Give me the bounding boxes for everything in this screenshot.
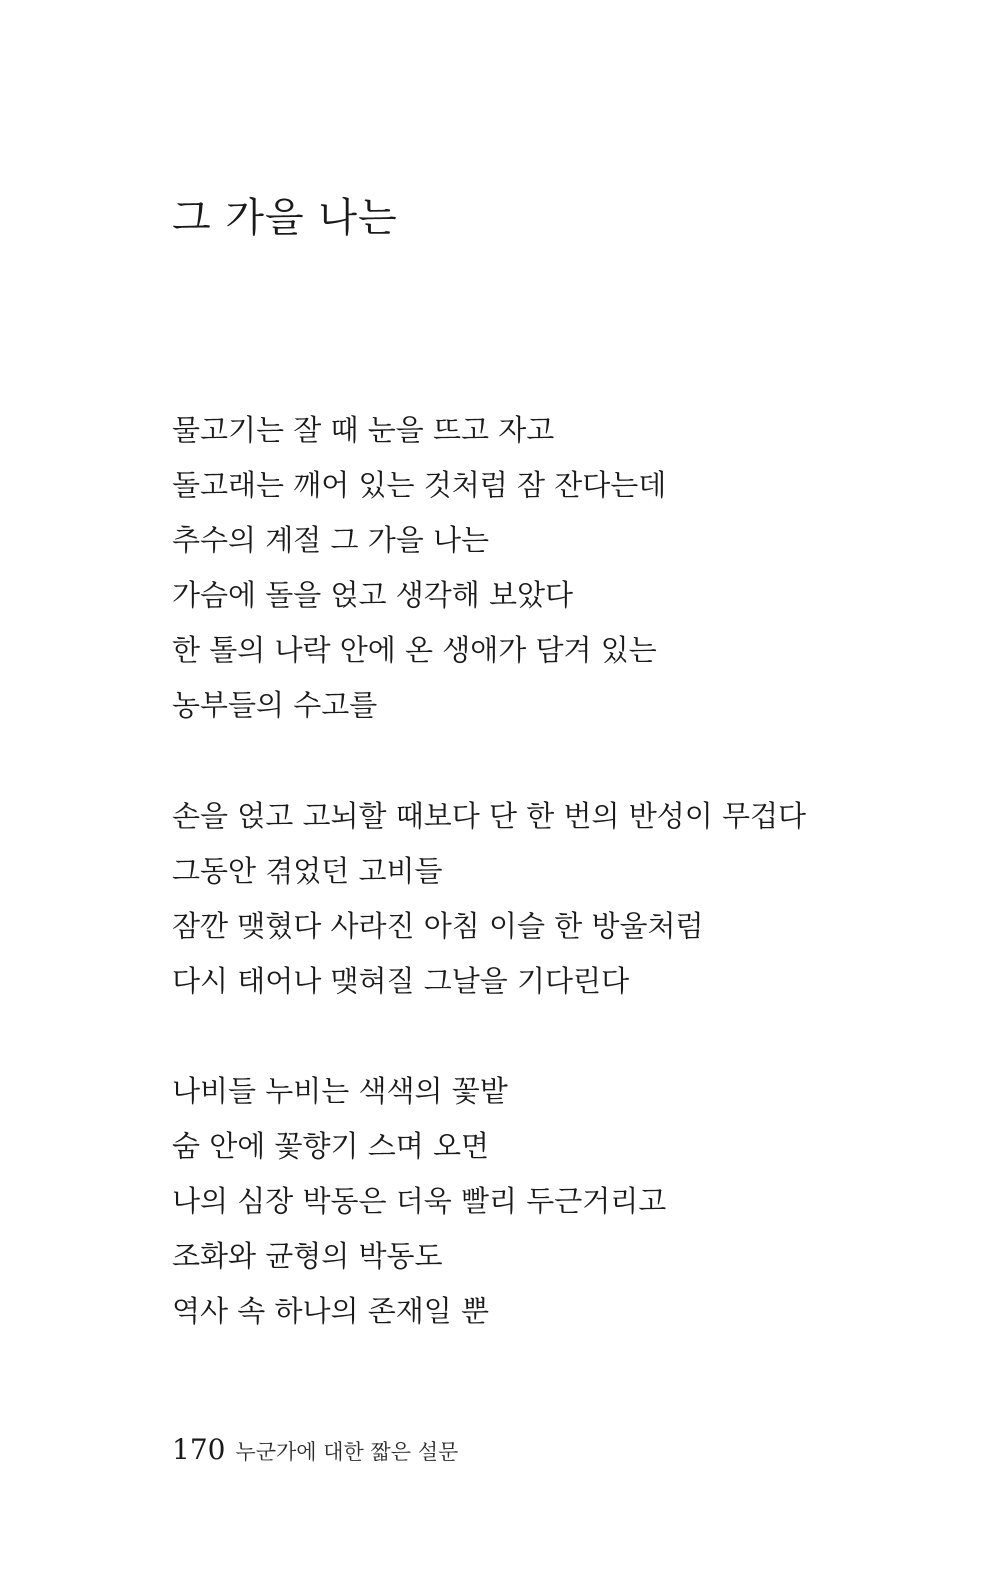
verse-line: 숨 안에 꽃향기 스며 오면 bbox=[172, 1129, 490, 1163]
stanza-2 bbox=[172, 789, 806, 1009]
verse-line: 물고기는 잘 때 눈을 뜨고 자고 bbox=[172, 413, 555, 447]
running-book-title: 누군가에 대한 짧은 설문 bbox=[235, 1440, 459, 1464]
stanza-1 bbox=[172, 403, 666, 733]
verse-line: 돌고래는 깨어 있는 것처럼 잠 잔다는데 bbox=[172, 468, 667, 502]
page-footer bbox=[172, 1428, 458, 1472]
page-number: 170 bbox=[172, 1433, 226, 1466]
verse-line: 나비들 누비는 색색의 꽃밭 bbox=[172, 1074, 508, 1108]
verse-line: 그동안 겪었던 고비들 bbox=[172, 854, 443, 888]
verse-line: 조화와 균형의 박동도 bbox=[172, 1239, 443, 1273]
verse-line: 다시 태어나 맺혀질 그날을 기다린다 bbox=[172, 964, 630, 998]
verse-line: 손을 얹고 고뇌할 때보다 단 한 번의 반성이 무겁다 bbox=[172, 799, 807, 833]
verse-line: 농부들의 수고를 bbox=[172, 688, 378, 722]
verse-line: 가슴에 돌을 얹고 생각해 보았다 bbox=[172, 578, 574, 612]
poem-title: 그 가을 나는 bbox=[172, 195, 398, 241]
verse-line: 역사 속 하나의 존재일 뿐 bbox=[172, 1294, 490, 1328]
verse-line: 추수의 계절 그 가을 나는 bbox=[172, 523, 490, 557]
verse-line: 나의 심장 박동은 더욱 빨리 두근거리고 bbox=[172, 1184, 667, 1218]
verse-line: 한 톨의 나락 안에 온 생애가 담겨 있는 bbox=[172, 633, 657, 667]
stanza-3 bbox=[172, 1064, 666, 1339]
verse-line: 잠깐 맺혔다 사라진 아침 이슬 한 방울처럼 bbox=[172, 909, 704, 943]
